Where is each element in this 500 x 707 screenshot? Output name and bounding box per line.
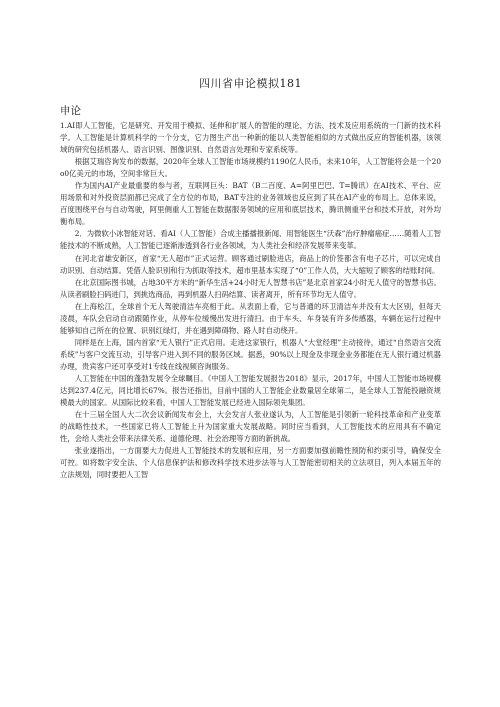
paragraph: 2．为微软小冰智能对话、看AI（人工智能）合成主播播报新闻、用智能医生“沃森”治疗肿瘤癌症……随着人工智能技术的不断成熟，人工智能已逐渐渗透到各行业各领域，为人类社会和经济发展带来变革。 [60,229,441,251]
paragraph: 1.AI即人工智能，它是研究、开发用于模拟、延伸和扩展人的智能的理论、方法、技术及应用系统的一门新的技术科学。人工智能是计算机科学的一个分支，它力图生产出一种新的能以人类智能相似的方式做出反应的智能机器，该领域的研究包括机器人、语言识别、图像识别、自然语言处理和专家系统等。 [60,121,441,155]
paragraph: 人工智能在中国的蓬勃发展令全球瞩目。《中国人工智能发展报告2018》显示，2017年，中国人工智能市场规模达到237.4亿元，同比增长67%。报告还指出，目前中国的人工智能企业数量居全球第二，是全球人工智能投融资规模最大的国家。从国际比较来看，中国人工智能发展已经进入国际领先集团。 [60,373,441,408]
paragraph: 在十三届全国人大二次会议新闻发布会上，大会发言人张业遂认为，人工智能是引领新一轮科技革命和产业变革的战略性技术，一些国家已将人工智能上升为国家重大发展战略。同时应当看到，人工智能技术的应用具有不确定性，会给人类社会带来法律关系、道德伦理、社会治理等方面的新挑战。 [60,410,441,444]
paragraph: 根据艾瑞咨询发布的数据，2020年全球人工智能市场规模约1190亿人民币，未来10年，人工智能将会是一个20o0亿美元的市场，空间非常巨大。 [60,157,441,179]
paragraph: 作为国内AI产业最重要的参与者，互联网巨头：BAT（B二百度、A=阿里巴巴、T=腾讯）在AI技术、平台、应用场景和对外投资层面都已完成了全方位的布局，BAT专注的业务领域也反应到了其在AI产业的布局上。总体来说，百度围绕平台与自动驾驶，阿里侧重人工智能在数据服务领域的应用和底层技术，腾讯侧重平台和技术开放，对外均衡布局。 [60,181,441,227]
paragraph: 张业遂指出，一方面要大力促进人工智能技术的发展和应用，另一方面要加强前瞻性预防和约束引导，确保安全可控。如将数字安全法、个人信息保护法和修改科学技术进步法等与人工智能密切相关的立法项目，列入本届五年的立法规划，同时要把人工智 [60,446,441,480]
paragraph: 同样是在上海，国内首家“无人银行”正式启用。走进这家银行，机器人“大堂经理”主动接待，通过“自然语言交流系统”与客户交流互动，引导客户进入到不同的服务区域。据悉，90%以上现金及非现金业务都能在无人银行通过机器办理，贵宾客户还可享受对1专线在线视频咨询服务。 [60,337,441,371]
paragraph: 在北京国际图书城，占地30平方米的“新华生活+24小时无人智慧书店”是北京首家24小时无人值守的智慧书店。从读者刷脸扫码进门，到挑选商品，再到机器人扫码结算、读者离开，所有环节均无人值守。 [60,277,441,299]
paragraph: 在上海松江，全球首个无人驾驶清洁车亮相于此。从表面上看，它与普通的环卫清洁车并没有太大区别，但每天凌晨，车队会启动自动跟随作业，从停车位缓慢出发进行清扫。由于车头、车身装有许多传感器，车辆在运行过程中能够知自己所在的位置、识别红绿灯，并在遇到障碍物、路人时自动绕开。 [60,301,441,335]
document-title: 四川省申论模拟181 [199,77,302,90]
section-heading: 申论 [60,105,81,117]
paragraph: 在河北省雄安新区，首家“无人超市”正式运营。顾客通过刷脸进店，商品上的价签都含有电子芯片，可以完成自动识别、自动结算。凭借人脸识别和行为抓取等技术，超市里基本实现了“0”工作人员，大大缩短了顾客的结账时间。 [60,253,441,275]
